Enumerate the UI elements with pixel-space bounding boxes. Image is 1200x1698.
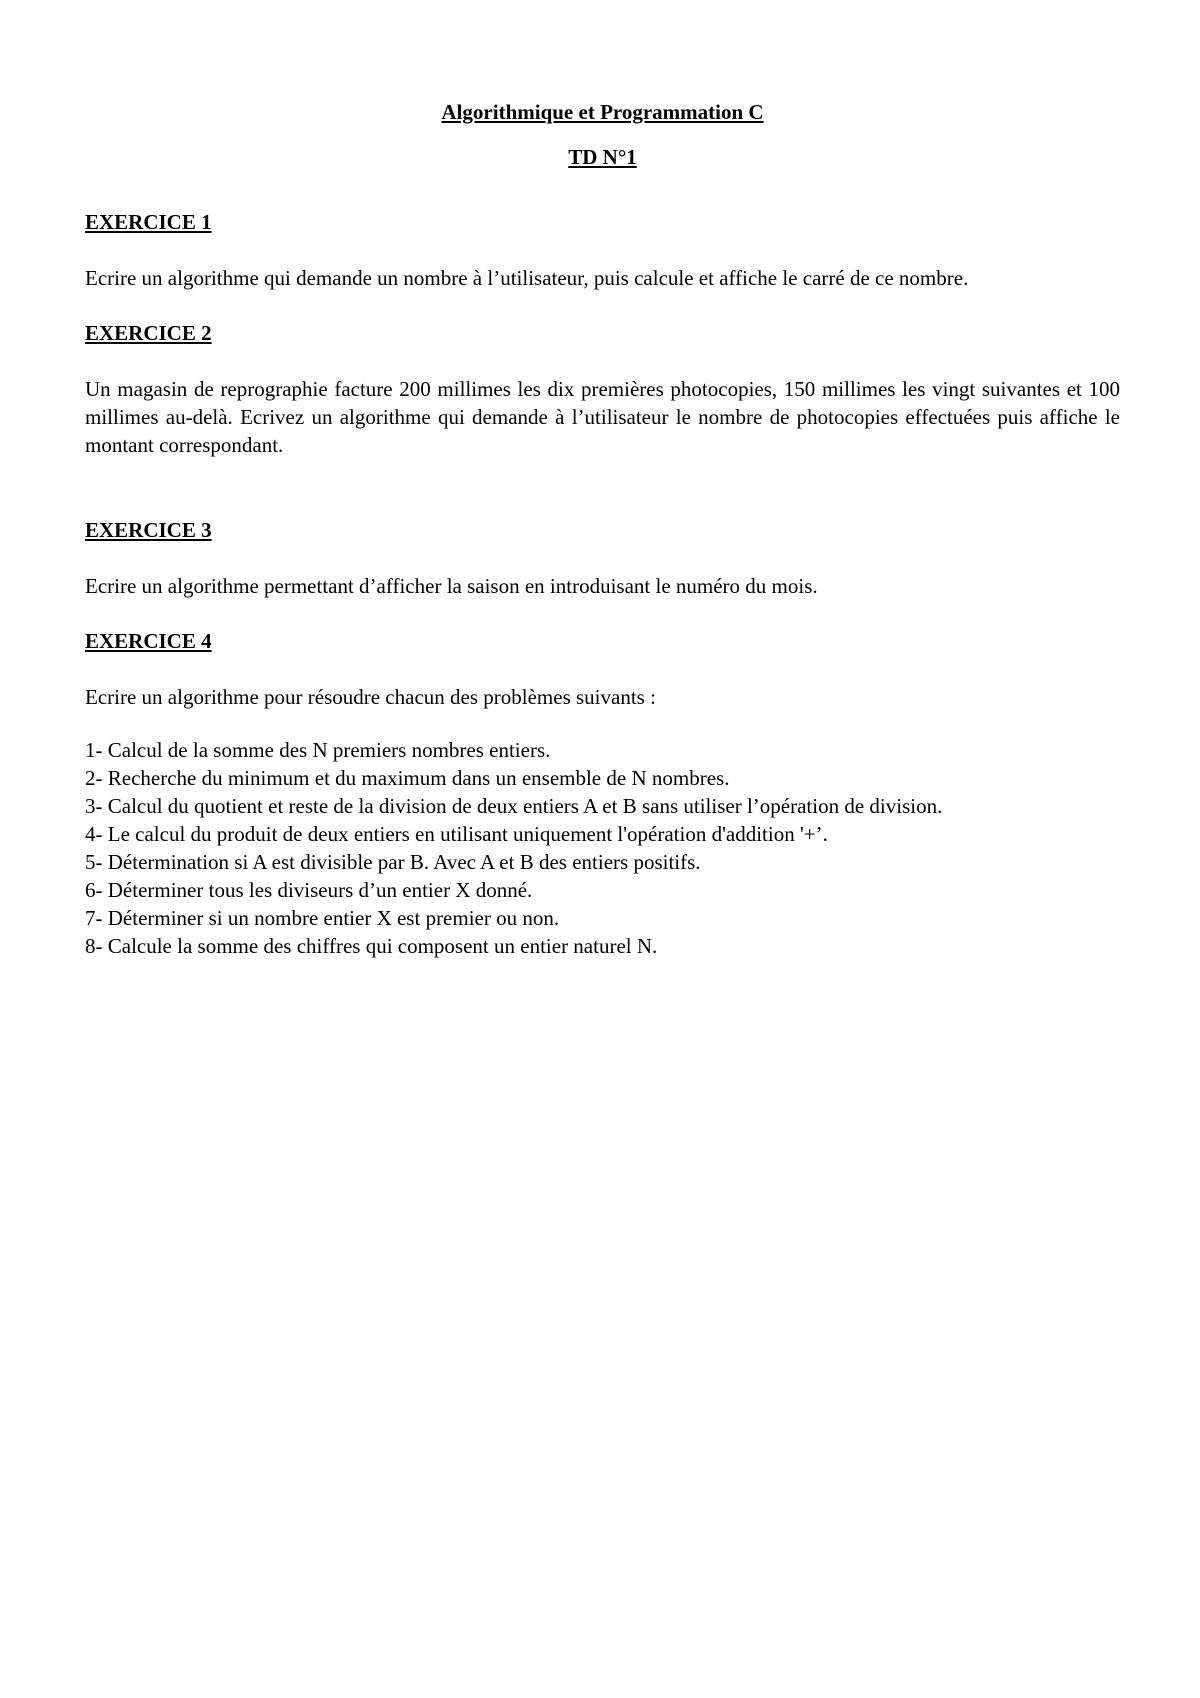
exercise-4-problem-list xyxy=(85,736,1120,960)
list-item: 5- Détermination si A est divisible par B. Avec A et B des entiers positifs. xyxy=(85,850,701,874)
exercise-1-text: Ecrire un algorithme qui demande un nombre à l’utilisateur, puis calcule et affiche le carré de ce nombre. xyxy=(85,266,969,290)
exercise-2-text: Un magasin de reprographie facture 200 millimes les dix premières photocopies, 150 millimes les vingt suivantes et 100 millimes au-delà. Ecrivez un algorithme qui demande à l’utilisateur le nombre de photocopies effectuées puis affiche le montant correspondant. xyxy=(85,377,1120,457)
exercise-3-heading: EXERCICE 3 xyxy=(85,518,212,542)
list-item: 1- Calcul de la somme des N premiers nombres entiers. xyxy=(85,738,551,762)
exercise-2-heading: EXERCICE 2 xyxy=(85,321,212,345)
document-page xyxy=(85,0,1120,1698)
list-item: 3- Calcul du quotient et reste de la division de deux entiers A et B sans utiliser l’opération de division. xyxy=(85,794,943,818)
list-item: 4- Le calcul du produit de deux entiers en utilisant uniquement l'opération d'addition '+’. xyxy=(85,822,828,846)
document-title: Algorithmique et Programmation C xyxy=(441,100,764,124)
list-item: 7- Déterminer si un nombre entier X est premier ou non. xyxy=(85,906,560,930)
exercise-1-heading: EXERCICE 1 xyxy=(85,210,212,234)
list-item: 8- Calcule la somme des chiffres qui composent un entier naturel N. xyxy=(85,934,658,958)
document-subtitle: TD N°1 xyxy=(568,145,637,169)
exercise-4-heading: EXERCICE 4 xyxy=(85,629,212,653)
list-item: 6- Déterminer tous les diviseurs d’un entier X donné. xyxy=(85,878,533,902)
list-item: 2- Recherche du minimum et du maximum dans un ensemble de N nombres. xyxy=(85,766,730,790)
exercise-3-text: Ecrire un algorithme permettant d’afficher la saison en introduisant le numéro du mois. xyxy=(85,574,818,598)
exercise-4-text: Ecrire un algorithme pour résoudre chacun des problèmes suivants : xyxy=(85,685,656,709)
